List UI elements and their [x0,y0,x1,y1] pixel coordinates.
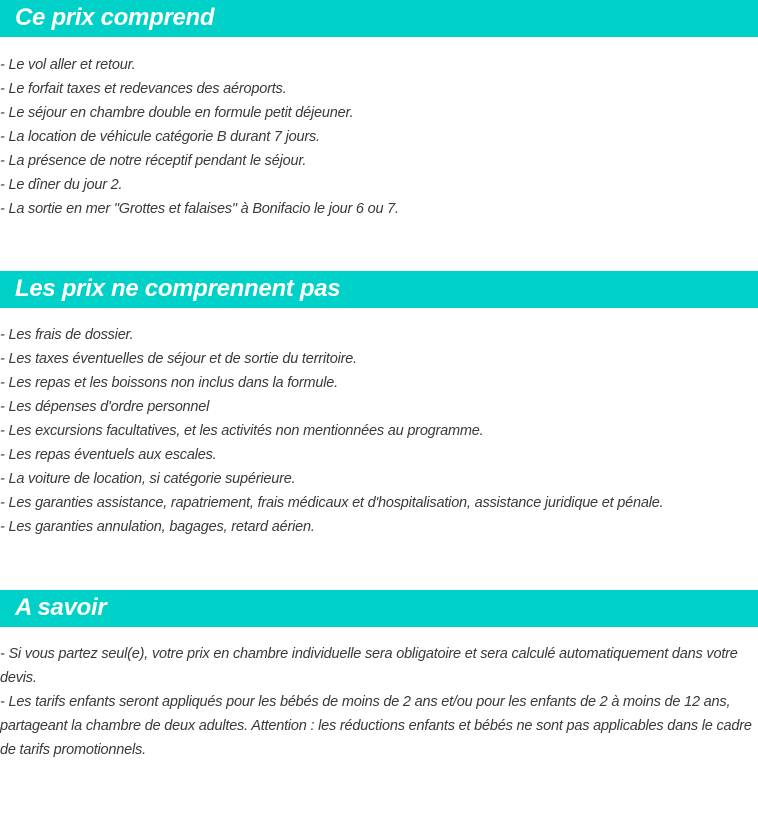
list-item: - Les repas et les boissons non inclus dans la formule. [0,375,338,391]
list-item: - Les dépenses d'ordre personnel [0,399,210,415]
section-price-excludes [0,271,758,539]
section-title: A savoir [0,590,758,627]
list-item: - Le forfait taxes et redevances des aéroports. [0,81,287,97]
section-title: Les prix ne comprennent pas [0,271,758,308]
list-item: - La présence de notre réceptif pendant le séjour. [0,153,307,169]
list-item: - Les garanties annulation, bagages, retard aérien. [0,519,315,535]
list-item: - Les frais de dossier. [0,327,134,343]
list-item: - Le dîner du jour 2. [0,177,123,193]
section-good-to-know [0,590,758,762]
included-list [0,53,758,221]
list-item: - Les taxes éventuelles de séjour et de sortie du territoire. [0,351,357,367]
list-item: - La voiture de location, si catégorie supérieure. [0,471,296,487]
info-paragraph: - Les tarifs enfants seront appliqués pour les bébés de moins de 2 ans et/ou pour les enfants de 2 à moins de 12 ans, partageant la chambre de deux adultes. Attention : les réductions enfants et bébés ne sont pas applicables dans le cadre de tarifs promotionnels. [0,694,752,758]
info-paragraph: - Si vous partez seul(e), votre prix en chambre individuelle sera obligatoire et sera calculé automatiquement dans votre devis. [0,646,738,686]
list-item: - La location de véhicule catégorie B durant 7 jours. [0,129,320,145]
section-title: Ce prix comprend [0,0,758,37]
list-item: - Les repas éventuels aux escales. [0,447,217,463]
section-price-includes [0,0,758,221]
list-item: - Le vol aller et retour. [0,57,136,73]
list-item: - La sortie en mer "Grottes et falaises" à Bonifacio le jour 6 ou 7. [0,201,399,217]
excluded-list [0,323,758,539]
info-paragraphs [0,642,758,762]
list-item: - Les excursions facultatives, et les activités non mentionnées au programme. [0,423,484,439]
list-item: - Les garanties assistance, rapatriement, frais médicaux et d'hospitalisation, assistance juridique et pénale. [0,495,664,511]
list-item: - Le séjour en chambre double en formule petit déjeuner. [0,105,354,121]
